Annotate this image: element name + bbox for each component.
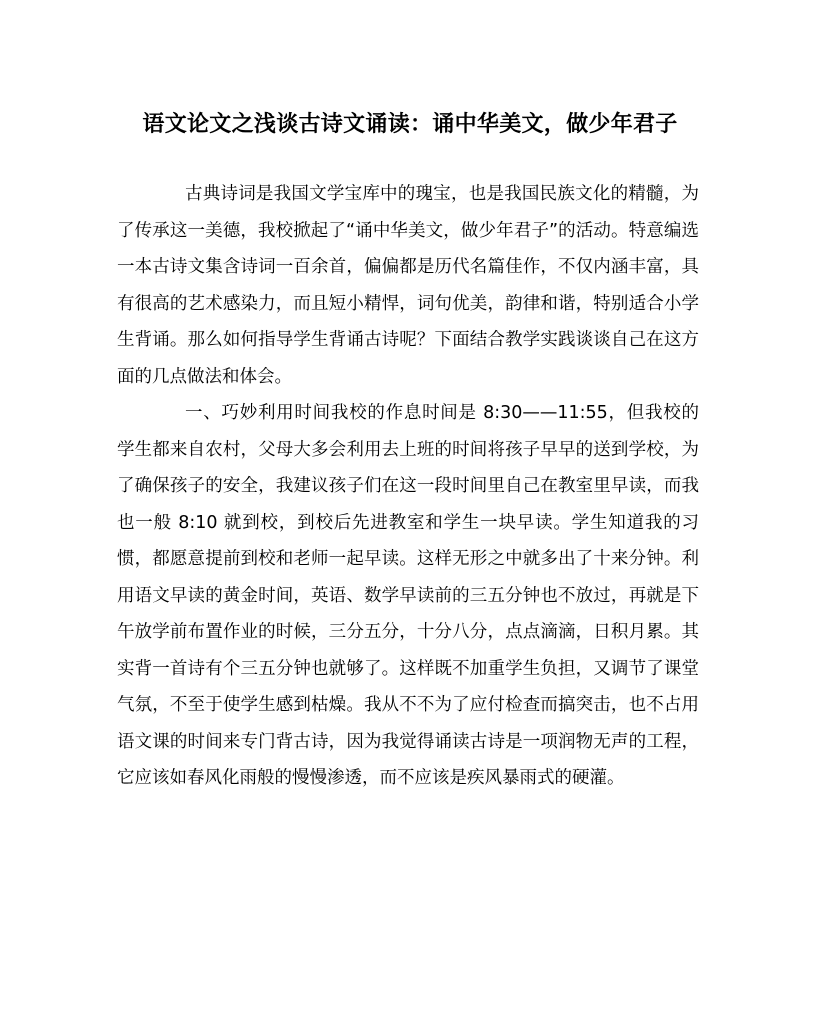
paragraph-time-management: 一、巧妙利用时间我校的作息时间是 8:30——11:55，但我校的学生都来自农村，父母大多会利用去上班的时间将孩子早早的送到学校，为了确保孩子的安全，我建议孩子们在这一段时间里自己在教室里早读，而我也一般 8:10 就到校，到校后先进教室和学生一块早读。学生知道我的习惯，都愿意提前到校和老师一起早读。这样无形之中就多出了十来分钟。利用语文早读的黄金时间，英语、数学早读前的三五分钟也不放过，再就是下午放学前布置作业的时候，三分五分，十分八分，点点滴滴，日积月累。其实背一首诗有个三五分钟也就够了。这样既不加重学生负担，又调节了课堂气氛，不至于使学生感到枯燥。我从不不为了应付检查而搞突击，也不占用语文课的时间来专门背古诗，因为我觉得诵读古诗是一项润物无声的工程，它应该如春风化雨般的慢慢渗透，而不应该是疾风暴雨式的硬灌。 [117,403,699,788]
document-body [117,176,699,797]
paragraph-intro: 古典诗词是我国文学宝库中的瑰宝，也是我国民族文化的精髓，为了传承这一美德，我校掀起了“诵中华美文，做少年君子”的活动。特意编选一本古诗文集含诗词一百余首，偏偏都是历代名篇佳作，不仅内涵丰富，具有很高的艺术感染力，而且短小精悍，词句优美，韵律和谐，特别适合小学生背诵。那么如何指导学生背诵古诗呢？下面结合教学实践谈谈自己在这方面的几点做法和体会。 [117,184,699,387]
document-title: 语文论文之浅谈古诗文诵读：诵中华美文，做少年君子 [142,111,678,137]
